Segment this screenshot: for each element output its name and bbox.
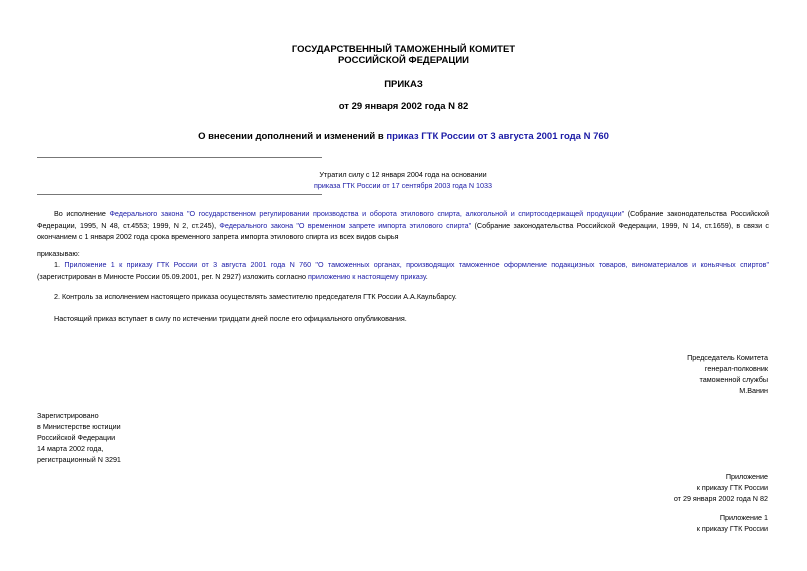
appendix-1-order-760-link[interactable]: Приложение 1 к приказу ГТК России от 3 августа 2001 года N 760 "О таможенных органах, производящих таможенное оформление подакцизных товаров, виноматериалов и коньячных спиртов" (64, 260, 769, 269)
divider-bottom (37, 194, 322, 195)
appendix-1-ref-line: к приказу ГТК России (696, 524, 768, 533)
agency-line-1: ГОСУДАРСТВЕННЫЙ ТАМОЖЕННЫЙ КОМИТЕТ (291, 44, 516, 55)
agency-name (0, 44, 807, 66)
appendix-ref-line: к приказу ГТК России (696, 483, 768, 492)
appendix-link[interactable]: приложению к настоящему приказу (308, 271, 426, 281)
federal-law-import-ban-link[interactable]: Федерального закона "О временном запрете импорта этилового спирта" (219, 220, 472, 230)
preamble-text-3: (Собрание законодательства Российской Федерации, 1999, N 14, ст.1659), в связи с окончанием с 1 января 2002 года срока временного запрета импорта этилового спирта из всех видов сырья (37, 220, 770, 241)
effective-date-paragraph: Настоящий приказ вступает в силу по истечении тридцати дней после его официального опубликования. (54, 314, 407, 323)
order-item-2: 2. Контроль за исполнением настоящего приказа осуществлять заместителю председателя ГТК России А.А.Каульбарсу. (54, 292, 457, 301)
item-1-number: 1. (54, 260, 65, 269)
repeal-order-link[interactable]: приказа ГТК России от 17 сентября 2003 года N 1033 (313, 181, 492, 190)
divider-top (37, 157, 322, 158)
registration-line: Российской Федерации (37, 433, 116, 442)
item-1-end: . (425, 271, 428, 281)
registration-line: в Министерстве юстиции (37, 422, 121, 431)
signature-line: таможенной службы (699, 375, 768, 384)
preamble-text-1: Во исполнение (54, 209, 110, 218)
preamble-paragraph (37, 208, 769, 243)
registration-line: Зарегистрировано (37, 411, 99, 420)
registration-line: регистрационный N 3291 (37, 455, 121, 464)
signature-line: Председатель Комитета (687, 353, 768, 362)
doc-title (0, 131, 807, 142)
doc-type: ПРИКАЗ (384, 79, 423, 90)
agency-line-2: РОССИЙСКОЙ ФЕДЕРАЦИИ (337, 55, 469, 66)
signature-block (687, 352, 768, 396)
appendix-1-reference (697, 512, 768, 534)
appendix-reference (674, 471, 768, 504)
registration-line: 14 марта 2002 года, (37, 444, 104, 453)
order-item-1 (37, 259, 769, 282)
doc-date-number: от 29 января 2002 года N 82 (338, 101, 469, 112)
preamble-text-2: (Собрание законодательства Российской Федерации, 1995, N 48, ст.4553; 1999, N 2, ст.245), (37, 209, 769, 230)
appendix-ref-line: от 29 января 2002 года N 82 (673, 494, 768, 503)
signatory-name: М.Ванин (739, 386, 768, 395)
status-note-text: Утратил силу с 12 января 2004 года на основании (319, 170, 487, 179)
federal-law-ethanol-regulation-link[interactable]: Федерального закона "О государственном регулировании производства и оборота этилового спирта, алкогольной и спиртосодержащей продукции" (109, 209, 625, 218)
amended-order-link[interactable]: приказ ГТК России от 3 августа 2001 года N 760 (386, 131, 609, 142)
registration-block (37, 410, 121, 465)
signature-line: генерал-полковник (704, 364, 768, 373)
appendix-1-ref-line: Приложение 1 (719, 513, 768, 522)
appendix-ref-line: Приложение (725, 472, 768, 481)
order-word: приказываю: (37, 249, 80, 258)
item-1-text: (зарегистрирован в Минюсте России 05.09.2001, рег. N 2927) изложить согласно (37, 271, 309, 281)
status-note (37, 169, 769, 191)
doc-title-prefix: О внесении дополнений и изменений в (198, 131, 387, 142)
